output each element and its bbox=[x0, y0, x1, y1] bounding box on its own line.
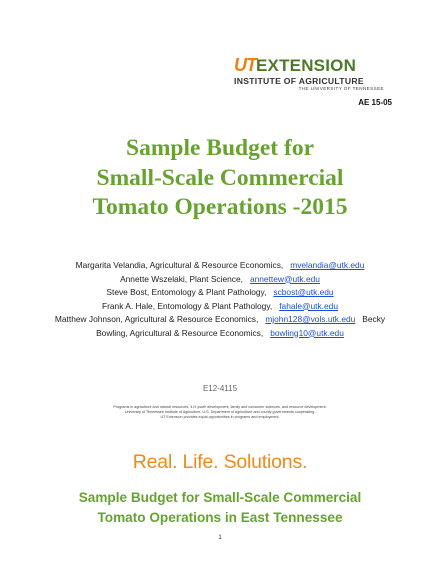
author-text: Frank A. Hale, Entomology & Plant Pathology, bbox=[101, 300, 273, 311]
page-number: 1 bbox=[218, 535, 222, 541]
publication-code: E12-4115 bbox=[202, 384, 238, 393]
author-line bbox=[40, 300, 400, 314]
title-line-3: Tomato Operations -2015 bbox=[92, 194, 348, 220]
document-subtitle bbox=[0, 488, 440, 528]
author-line bbox=[40, 313, 400, 327]
disclaimer bbox=[90, 405, 350, 420]
disclaimer-line-2: University of Tennessee Institute of Agriculture, U.S. Department of Agriculture and county governments cooperating. bbox=[124, 410, 316, 414]
author-text: Annette Wszelaki, Plant Science, bbox=[120, 273, 243, 284]
disclaimer-line-3: UT Extension provides equal opportunities in programs and employment. bbox=[160, 415, 280, 419]
author-text: Bowling, Agricultural & Resource Economics, bbox=[96, 327, 264, 338]
title-line-1: Sample Budget for bbox=[126, 135, 314, 161]
author-email-link[interactable]: bowling10@utk.edu bbox=[270, 327, 344, 338]
logo-university: THE UNIVERSITY OF TENNESSEE bbox=[298, 86, 384, 91]
subtitle-line-2: Tomato Operations in East Tennessee bbox=[97, 510, 343, 525]
author-email-link[interactable]: scbost@utk.edu bbox=[273, 287, 334, 297]
disclaimer-line-1: Programs in agriculture and natural resources, 4-H youth development, family and consumer sciences, and resource development. bbox=[113, 405, 327, 409]
author-line bbox=[40, 273, 400, 287]
author-email-link[interactable]: annettew@utk.edu bbox=[249, 273, 320, 284]
author-email-link[interactable]: fahale@utk.edu bbox=[279, 300, 338, 311]
ut-extension-logo bbox=[234, 56, 384, 92]
author-text: Steve Bost, Entomology & Plant Pathology, bbox=[106, 287, 267, 297]
logo-institute: INSTITUTE OF AGRICULTURE bbox=[234, 76, 364, 86]
logo-wordmark bbox=[234, 56, 384, 75]
logo-ut: UT bbox=[234, 55, 256, 75]
author-email-link[interactable]: mvelandia@utk.edu bbox=[290, 260, 365, 270]
author-text: Matthew Johnson, Agricultural & Resource Economics, bbox=[54, 314, 259, 324]
author-email-link[interactable]: mjohn128@vols.utk.edu bbox=[265, 314, 356, 324]
author-trail-text: Becky bbox=[362, 314, 386, 324]
author-text: Margarita Velandia, Agricultural & Resource Economics, bbox=[75, 260, 284, 270]
subtitle-line-1: Sample Budget for Small-Scale Commercial bbox=[78, 490, 362, 505]
author-line bbox=[40, 327, 400, 341]
document-title bbox=[0, 134, 440, 223]
document-id: AE 15-05 bbox=[358, 98, 392, 107]
tagline: Real. Life. Solutions. bbox=[132, 451, 308, 473]
author-line bbox=[40, 286, 400, 300]
author-line bbox=[40, 259, 400, 273]
title-line-2: Small-Scale Commercial bbox=[96, 164, 344, 191]
logo-extension: EXTENSION bbox=[256, 56, 357, 75]
author-list bbox=[40, 259, 400, 340]
